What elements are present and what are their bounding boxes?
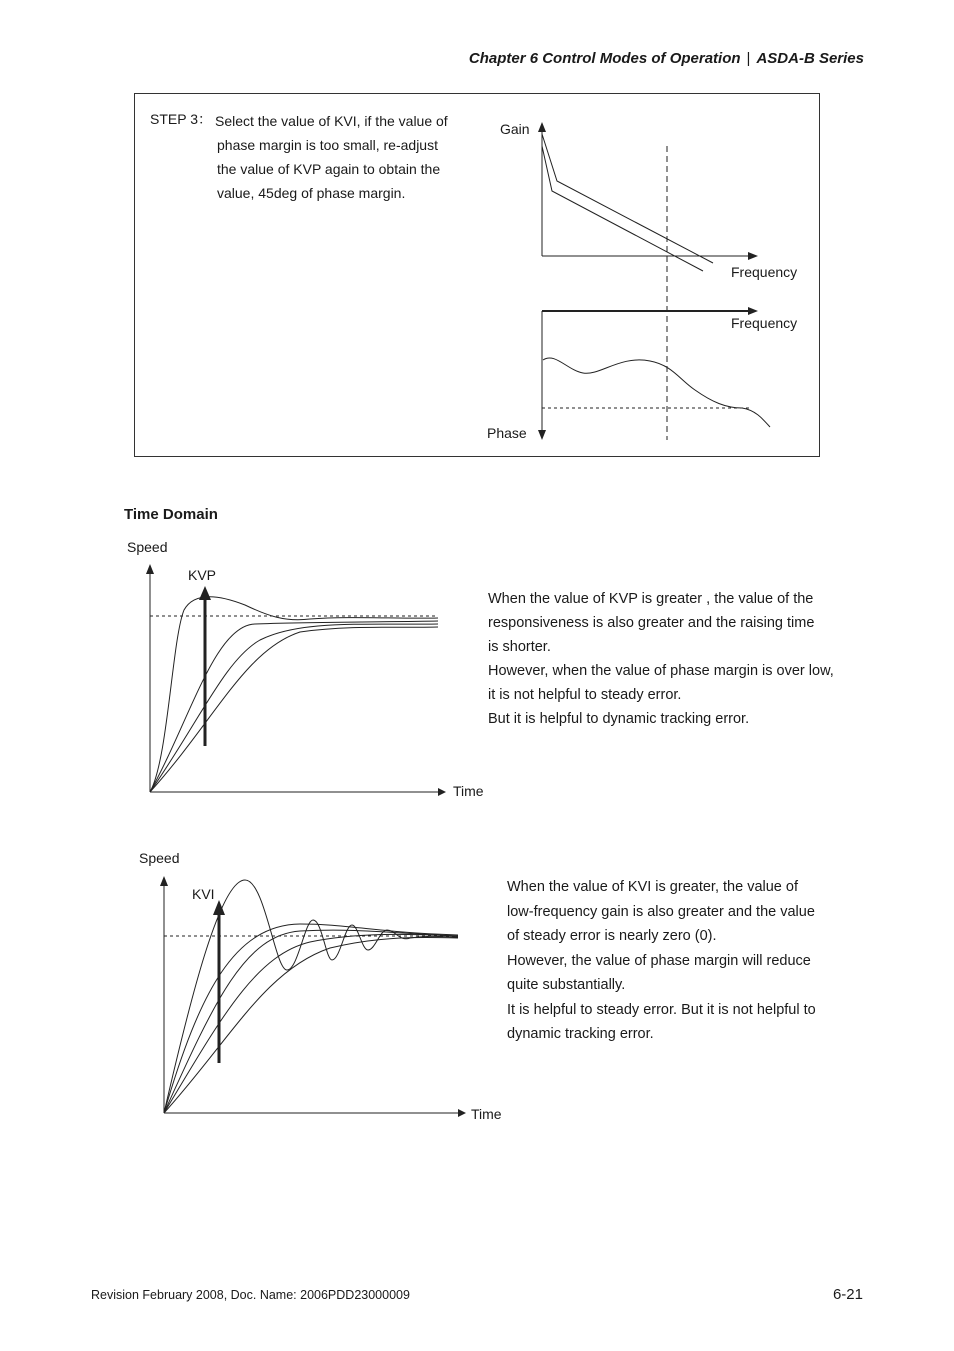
kvp-desc-line: it is not helpful to steady error. [488,687,682,703]
kvp-y-arrow [146,564,154,574]
phase-axis-label: Phase [487,425,527,441]
series-name: ASDA-B Series [756,50,864,67]
kvi-desc-line: However, the value of phase margin will reduce [507,952,811,969]
kvp-response-slow [150,624,438,792]
gain-curve-2 [542,146,703,271]
chapter-title: Chapter 6 Control Modes of Operation [468,50,741,67]
kvi-response-slow [164,934,458,1113]
phase-x-arrow [748,307,758,315]
kvi-desc-line: dynamic tracking error. [507,1026,654,1042]
gain-curve-1 [542,134,713,263]
kvi-desc-line: quite substantially. [507,977,626,993]
kvi-response-slowest [164,937,458,1113]
kvi-desc-line: low-frequency gain is also greater and the value [507,903,815,920]
kvi-arrow-label: KVI [192,886,215,902]
kvp-arrow-label: KVP [188,567,217,583]
kvp-time-axis-label: Time [453,783,484,799]
gain-axis-label: Gain [500,121,530,137]
kvp-desc-line: is shorter. [488,639,551,655]
kvi-response-oscillating [164,880,458,1113]
kvp-time-plot [146,564,446,796]
kvi-increase-arrowhead [213,900,225,915]
kvi-response-medium [164,930,458,1113]
kvi-desc-line: It is helpful to steady error. But it is not helpful to [507,1001,816,1018]
kvp-x-arrow [438,788,446,796]
kvp-speed-axis-label: Speed [127,539,168,555]
footer-revision: Revision February 2008, Doc. Name: 2006PDD23000009 [91,1288,410,1302]
kvi-x-arrow [458,1109,466,1117]
kvi-time-axis-label: Time [471,1106,502,1122]
gain-y-arrow [538,122,546,132]
kvp-increase-arrowhead [199,586,211,600]
page-number: 6-21 [832,1286,863,1303]
kvi-speed-axis-label: Speed [139,850,180,866]
kvp-response-medium [150,621,438,792]
step-line-4: value, 45deg of phase margin. [217,185,406,201]
kvi-time-plot [160,876,466,1117]
gain-x-arrow [748,252,758,260]
step-line-1: Select the value of KVI, if the value of [215,113,448,129]
phase-y-arrow [538,430,546,440]
step-label: STEP 3： [150,111,212,127]
bode-gain-plot [538,122,758,271]
bode-phase-plot [538,146,770,440]
kvp-desc-line: But it is helpful to dynamic tracking error. [488,711,750,727]
frequency-axis-label-phase: Frequency [731,315,798,331]
step-line-3: the value of KVP again to obtain the [217,161,441,177]
frequency-axis-label-gain: Frequency [731,264,798,280]
kvp-desc-line: However, when the value of phase margin is over low, [488,663,834,679]
kvp-response-slowest [150,627,438,792]
section-title: Time Domain [124,506,218,523]
kvi-desc-line: When the value of KVI is greater, the value of [507,879,798,895]
step-line-2: phase margin is too small, re-adjust [217,137,438,153]
phase-curve [543,358,770,427]
kvi-y-arrow [160,876,168,886]
header-separator: | [746,50,751,67]
kvp-response-fast [150,597,438,792]
kvp-desc-line: responsiveness is also greater and the raising time [488,615,815,631]
kvi-desc-line: of steady error is nearly zero (0). [507,928,717,944]
kvp-desc-line: When the value of KVP is greater , the value of the [488,591,814,607]
